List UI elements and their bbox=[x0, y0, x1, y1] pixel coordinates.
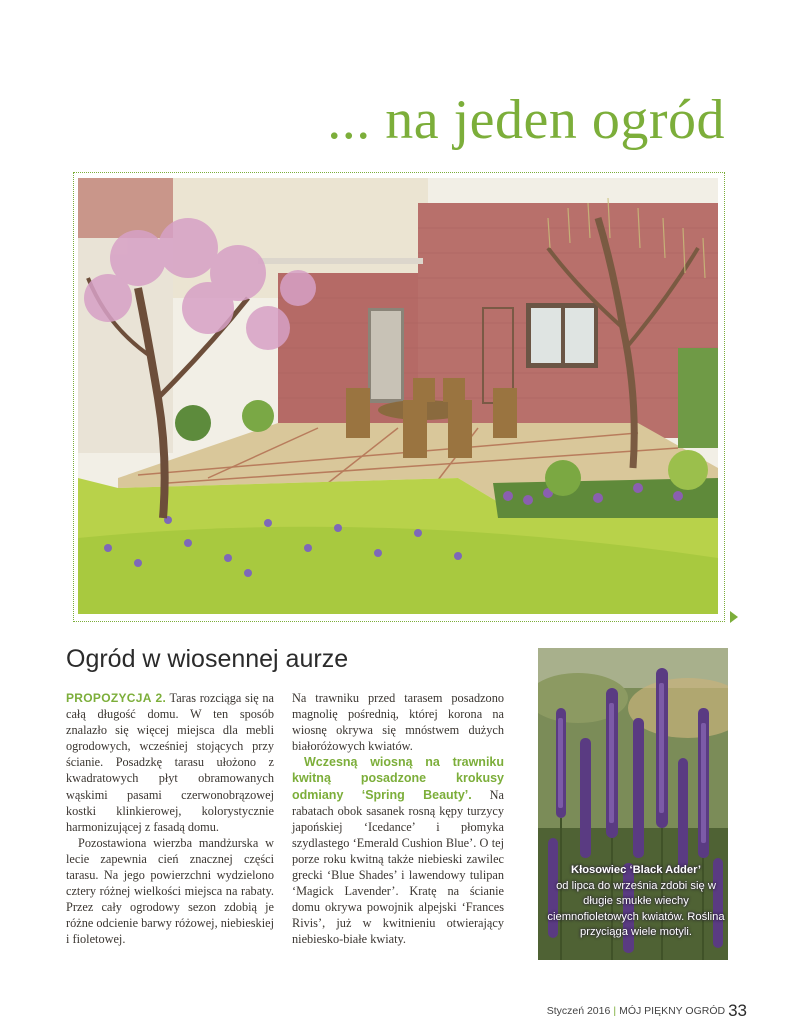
article-column-2 bbox=[292, 690, 504, 948]
photo-caption-text: od lipca do września zdobi się w długie smukłe wiechy ciemnofioletowych kwiatów. Roślina przyciąga wiele motyli. bbox=[547, 879, 725, 938]
column1-paragraph-1-text: Taras rozciąga się na całą długość domu. W ten sposób znalazło się więcej miejsca dla mebli ogrodowych, wcześniej stojących przy ścianie. Posadzkę tarasu ułożono z kwadratowych płyt obramowanych wąskimi pasami czerwonobrązowej kostki klinkierowej, kolorystycznie harmonizującej z fasadą domu. bbox=[66, 691, 274, 834]
photo-caption-title: Kłosowiec ‘Black Adder’ bbox=[571, 864, 701, 876]
page-headline: ... na jeden ogród bbox=[327, 89, 725, 151]
crocus-highlight: Wczesną wiosną na trawniku kwitną posadzone krokusy odmiany ‘Spring Beauty’. bbox=[292, 755, 504, 802]
article-column-1 bbox=[66, 690, 274, 948]
column1-paragraph-2: Pozostawiona wierzba mandżurska w lecie zapewnia cień znacznej części tarasu. Na jego powierzchni wydzielono cztery różnej wielkości miejsca na rabaty. Przez cały ogrodowy sezon zdobią je różne odcienie barwy różowej, niebieskiej i fioletowej. bbox=[66, 835, 274, 947]
section-title: Ogród w wiosennej aurze bbox=[66, 645, 349, 673]
proposal-label: PROPOZYCJA 2. bbox=[66, 691, 167, 705]
column2-paragraph-1: Na trawniku przed tarasem posadzono magnolię pośrednią, której korona na wiosnę okrywa się mnóstwem dużych białoróżowych kwiatów. bbox=[292, 691, 504, 754]
column2-paragraph-2-text: Na rabatach obok sasanek rosną kępy turzycy japońskiej ‘Icedance’ i płomyka szydlastego ‘Emerald Cushion Blue’. O tej porze roku kwitną także niebieski zawilec grecki ‘Blue Shades’ i lawendowy tulipan ‘Magick Lavender’. Kratę na ścianie domu okrywa powojnik alpejski ‘Frances Rivis’, już w kwitnieniu otwierający niebiesko-białe kwiaty. bbox=[292, 787, 504, 947]
folio-separator: | bbox=[613, 1005, 617, 1017]
magazine-name: MÓJ PIĘKNY OGRÓD bbox=[619, 1005, 726, 1017]
photo-caption bbox=[547, 863, 725, 941]
page-number: 33 bbox=[728, 1001, 747, 1020]
continue-arrow-icon bbox=[730, 611, 738, 623]
column2-paragraph-2 bbox=[292, 754, 504, 947]
garden-illustration bbox=[78, 178, 718, 614]
page-folio bbox=[547, 1001, 747, 1021]
issue-date: Styczeń 2016 bbox=[546, 1005, 611, 1017]
column1-paragraph-1 bbox=[66, 690, 274, 835]
